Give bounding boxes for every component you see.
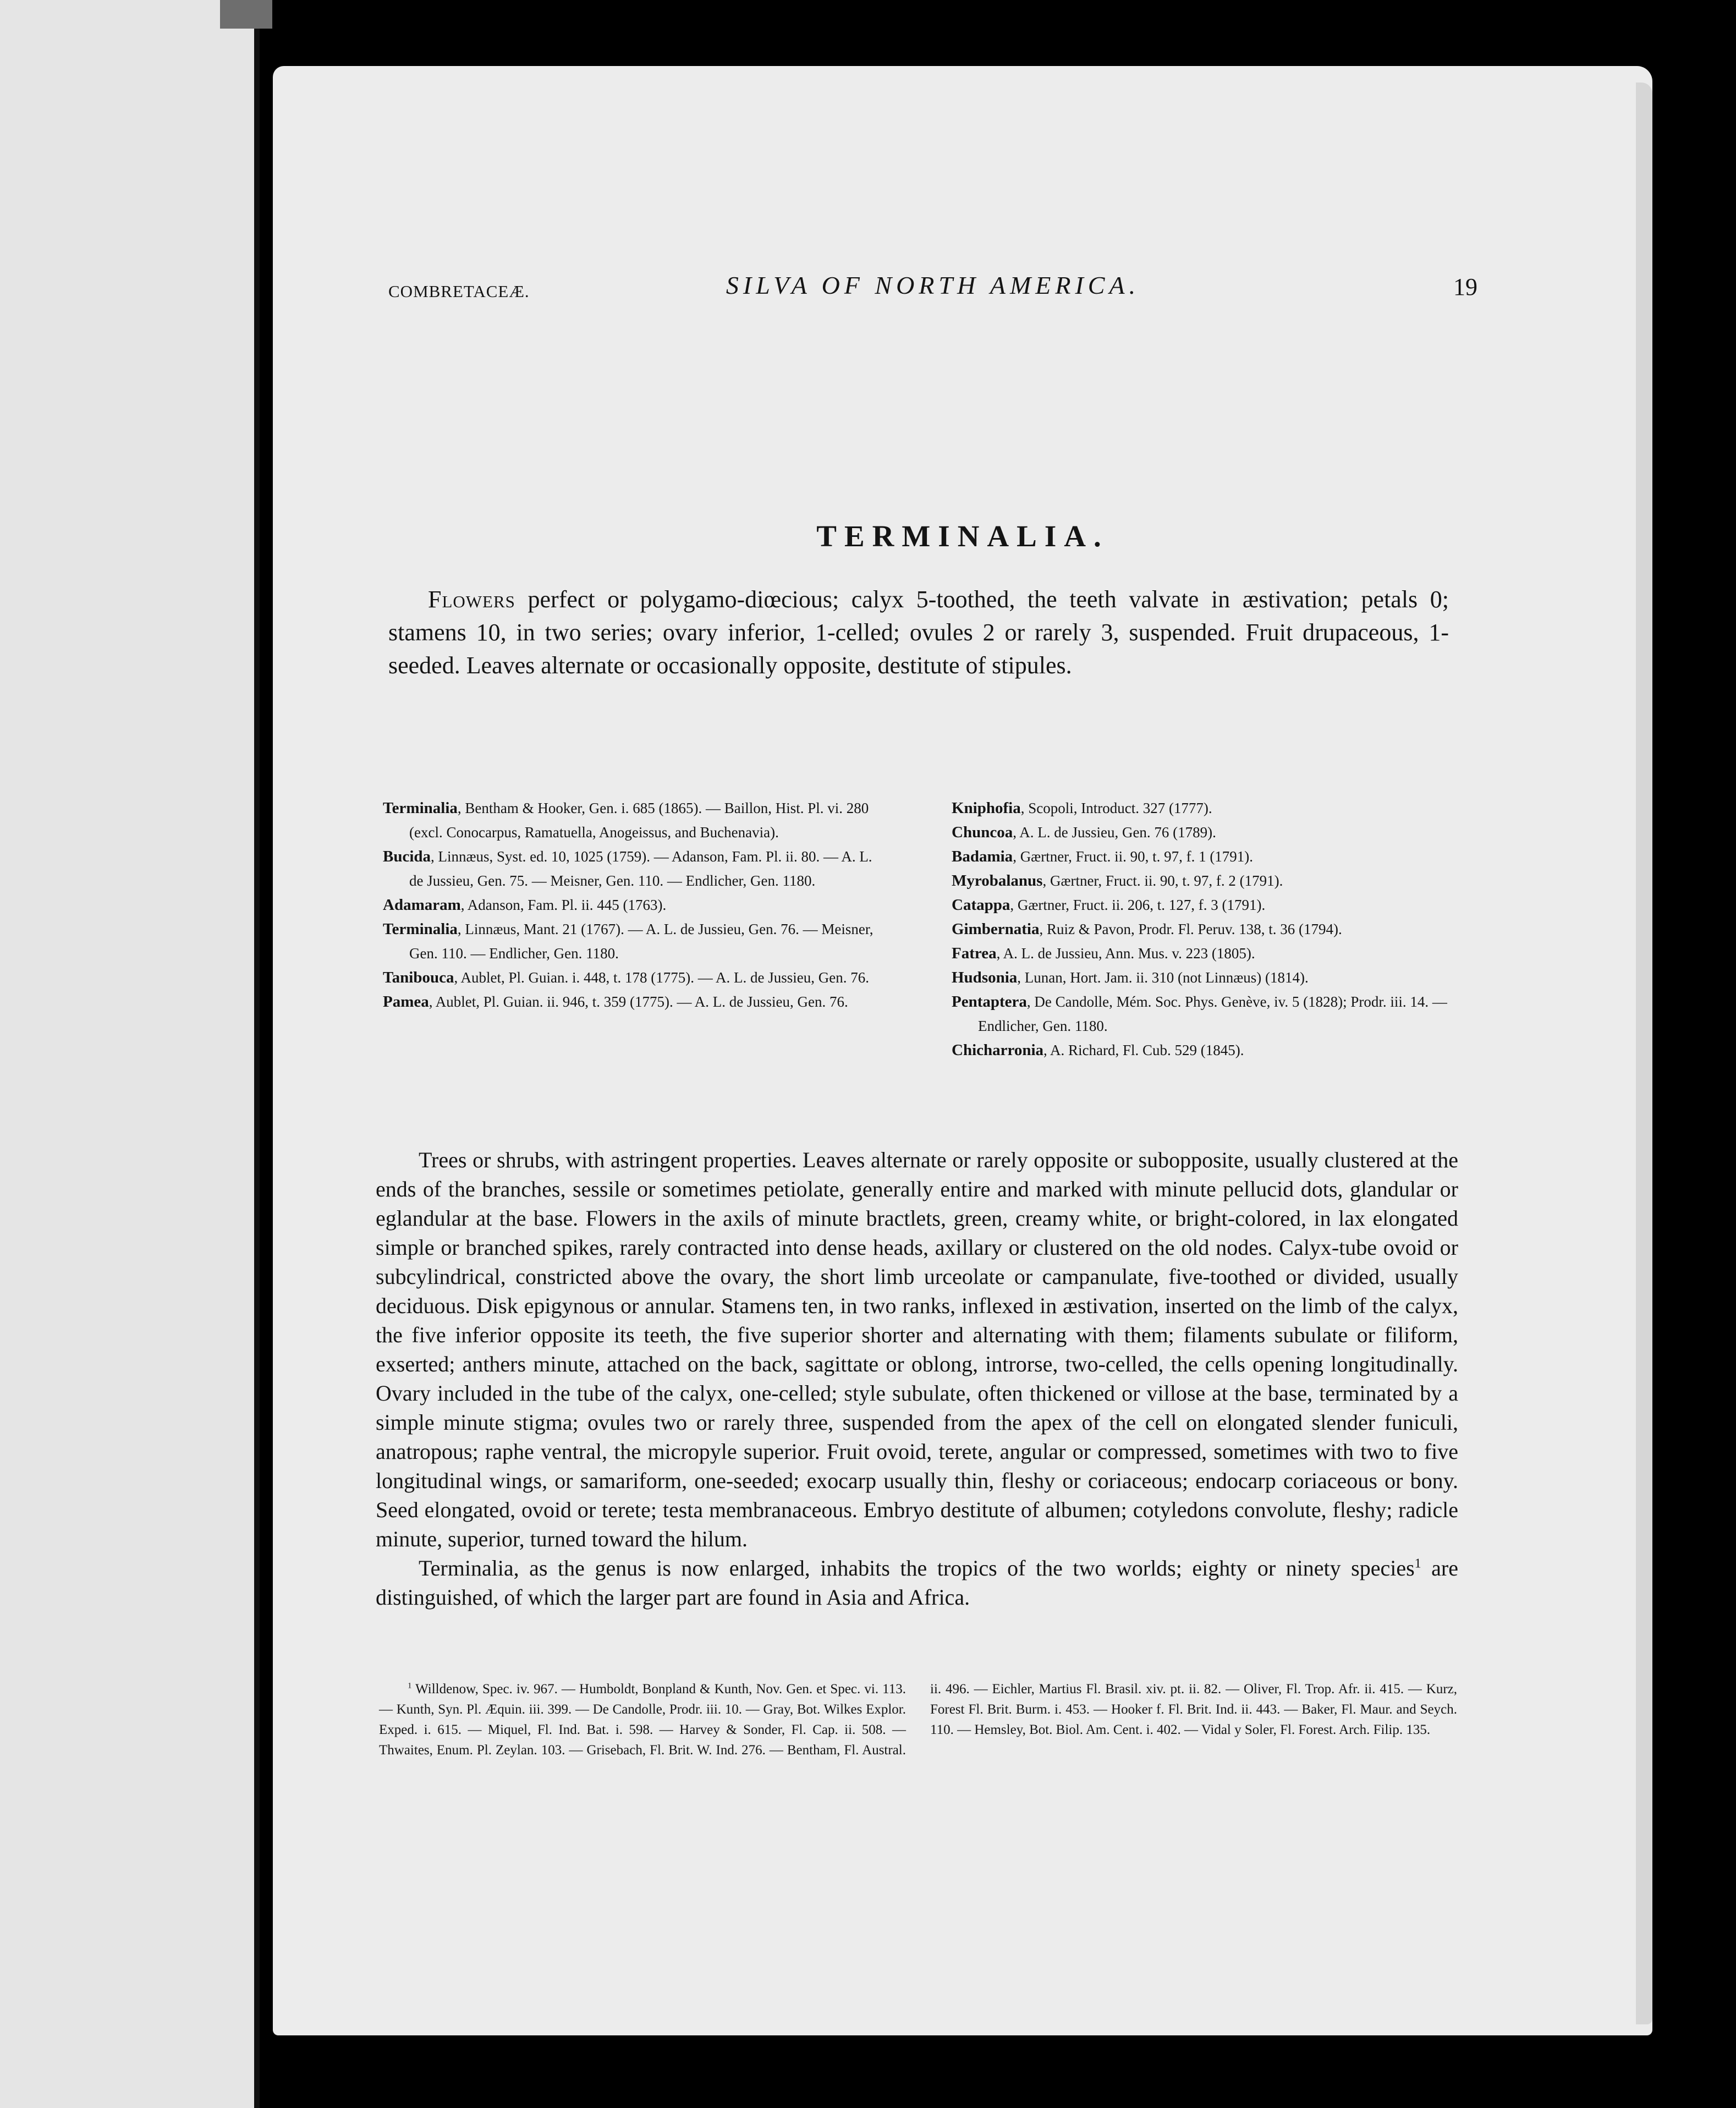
synonym-citation: , Aublet, Pl. Guian. i. 448, t. 178 (1775). — A. L. de Jussieu, Gen. 76.	[454, 969, 869, 986]
footnote-number: 1	[408, 1681, 412, 1690]
synonym-citation: , Bentham & Hooker, Gen. i. 685 (1865). — Baillon, Hist. Pl. vi. 280 (excl. Conocarpus, Ramatuella, Anogeissus, and Buchenavia).	[409, 800, 869, 841]
synonym-entry	[383, 917, 887, 965]
genus-description	[376, 1145, 1458, 1612]
synonym-entry	[952, 820, 1455, 844]
synonym-name: Chuncoa	[952, 824, 1013, 841]
synonym-entry	[952, 1038, 1455, 1062]
synonymy-right-column	[952, 796, 1455, 1062]
synonym-name: Bucida	[383, 848, 431, 865]
synonym-name: Kniphofia	[952, 799, 1021, 817]
family-name: COMBRETACEÆ.	[388, 282, 530, 301]
synonym-citation: , Aublet, Pl. Guian. ii. 946, t. 359 (1775). — A. L. de Jussieu, Gen. 76.	[428, 993, 848, 1010]
synonym-entry	[952, 917, 1455, 941]
synonym-name: Myrobalanus	[952, 872, 1043, 890]
synonym-name: Adamaram	[383, 896, 461, 914]
distribution-paragraph	[376, 1553, 1458, 1612]
running-head	[388, 270, 1477, 314]
synonym-entry	[383, 796, 887, 844]
synonym-citation: , Adanson, Fam. Pl. ii. 445 (1763).	[460, 897, 667, 913]
synonymy-left-column	[383, 796, 887, 1062]
synonym-citation: , De Candolle, Mém. Soc. Phys. Genève, iv. 5 (1828); Prodr. iii. 14. — Endlicher, Gen. 1180.	[978, 993, 1447, 1034]
synonym-entry	[383, 965, 887, 990]
synonym-citation: , Linnæus, Syst. ed. 10, 1025 (1759). — Adanson, Fam. Pl. ii. 80. — A. L. de Jussieu, Gen. 75. — Meisner, Gen. 110. — Endlicher, Gen. 1180.	[409, 848, 872, 889]
synonym-entry	[952, 941, 1455, 965]
previous-page-corner	[220, 0, 272, 29]
synonym-entry	[383, 990, 887, 1014]
synonym-citation: , Gærtner, Fruct. ii. 90, t. 97, f. 1 (1791).	[1013, 848, 1254, 865]
description-paragraph: Trees or shrubs, with astringent properties. Leaves alternate or rarely opposite or subopposite, usually clustered at the ends of the branches, sessile or sometimes petiolate, generally entire and marked with minute pellucid dots, glandular or eglandular at the base. Flowers in the axils of minute bractlets, green, creamy white, or bright-colored, in lax elongated simple or branched spikes, rarely contracted into dense heads, axillary or clustered on the old nodes. Calyx-tube ovoid or subcylindrical, constricted above the ovary, the short limb urceolate or campanulate, five-toothed or divided, usually deciduous. Disk epigynous or annular. Stamens ten, in two ranks, inflexed in æstivation, inserted on the limb of the calyx, the five inferior opposite its teeth, the five superior shorter and alternating with them; filaments subulate or filiform, exserted; anthers minute, attached on the back, sagittate or oblong, introrse, two-celled, the cells opening longitudinally. Ovary included in the tube of the calyx, one-celled; style subulate, often thickened or villose at the base, terminated by a simple minute stigma; ovules two or rarely three, suspended from the apex of the cell on elongated slender funiculi, anatropous; raphe ventral, the micropyle superior. Fruit ovoid, terete, angular or compressed, sometimes with two to five longitudinal wings, or samariform, one-seeded; exocarp usually thin, fleshy or coriaceous; endocarp coriaceous or bony. Seed elongated, ovoid or terete; testa membranaceous. Embryo destitute of albumen; cotyledons convolute, fleshy; radicle minute, superior, turned toward the hilum.	[376, 1148, 1458, 1551]
synonym-entry	[383, 844, 887, 893]
synonym-entry	[952, 965, 1455, 990]
synonym-citation: , Gærtner, Fruct. ii. 206, t. 127, f. 3 (1791).	[1010, 897, 1266, 913]
synonym-name: Terminalia	[383, 799, 458, 817]
synonym-name: Terminalia	[383, 920, 458, 938]
synonym-name: Gimbernatia	[952, 920, 1040, 938]
footnote-marker: 1	[1414, 1556, 1421, 1571]
synonym-entry	[952, 796, 1455, 820]
synonym-citation: , A. L. de Jussieu, Ann. Mus. v. 223 (1805).	[996, 945, 1255, 962]
page-edge-shadow	[1636, 83, 1652, 2024]
synonym-entry	[383, 893, 887, 917]
synonym-entry	[952, 869, 1455, 893]
generic-characters	[388, 583, 1449, 682]
previous-page	[0, 0, 260, 2108]
footnote	[379, 1679, 1457, 1760]
synonym-entry	[952, 844, 1455, 869]
distribution-text-start: Terminalia, as the genus is now enlarged, inhabits the tropics of the two worlds; eighty or ninety species	[419, 1556, 1415, 1580]
synonym-name: Badamia	[952, 848, 1013, 865]
synonym-name: Pentaptera	[952, 993, 1027, 1011]
footnote-text: Willdenow, Spec. iv. 967. — Humboldt, Bonpland & Kunth, Nov. Gen. et Spec. vi. 113. — Kunth, Syn. Pl. Æquin. iii. 399. — De Candolle, Prodr. iii. 10. — Gray, Bot. Wilkes Explor. Exped. i. 615. — Miquel, Fl. Ind. Bat. i. 598. — Harvey & Sonder, Fl. Cap. ii. 508. — Thwaites, Enum. Pl. Zeylan. 103. — Grisebach, Fl. Brit. W. Ind. 276. — Bentham, Fl. Austral. ii. 496. — Eichler, Martius Fl. Brasil. xiv. pt. ii. 82. — Oliver, Fl. Trop. Afr. ii. 415. — Kurz, Forest Fl. Brit. Burm. i. 453. — Hooker f. Fl. Brit. Ind. ii. 443. — Baker, Fl. Maur. and Seych. 110. — Hemsley, Bot. Biol. Am. Cent. i. 402. — Vidal y Soler, Fl. Forest. Arch. Filip. 135.	[379, 1682, 1457, 1758]
page-number: 19	[1453, 273, 1477, 300]
synonym-citation: , Gærtner, Fruct. ii. 90, t. 97, f. 2 (1791).	[1042, 872, 1283, 889]
synonym-name: Pamea	[383, 993, 429, 1011]
synonym-entry	[952, 893, 1455, 917]
distribution-text-end: are distinguished, of which the larger part are found in Asia and Africa.	[376, 1556, 1459, 1610]
synonym-entry	[952, 990, 1455, 1038]
book-page	[273, 66, 1652, 2035]
synonym-citation: , Linnæus, Mant. 21 (1767). — A. L. de Jussieu, Gen. 76. — Meisner, Gen. 110. — Endlicher, Gen. 1180.	[409, 921, 874, 962]
characters-lead: Flowers	[428, 586, 515, 613]
book-title: SILVA OF NORTH AMERICA.	[726, 271, 1140, 299]
synonym-citation: , Lunan, Hort. Jam. ii. 310 (not Linnæus) (1814).	[1017, 969, 1309, 986]
synonym-name: Fatrea	[952, 945, 997, 962]
characters-text: perfect or polygamo-diœcious; calyx 5-toothed, the teeth valvate in æstivation; petals 0; stamens 10, in two series; ovary inferior, 1-celled; ovules 2 or rarely 3, suspended. Fruit drupaceous, 1-seeded. Leaves alternate or occasionally opposite, destitute of stipules.	[388, 586, 1449, 679]
genus-title: TERMINALIA.	[816, 519, 1109, 553]
synonym-name: Hudsonia	[952, 969, 1018, 986]
synonym-name: Catappa	[952, 896, 1010, 914]
synonym-citation: , A. Richard, Fl. Cub. 529 (1845).	[1043, 1042, 1244, 1058]
synonym-citation: , Ruiz & Pavon, Prodr. Fl. Peruv. 138, t. 36 (1794).	[1039, 921, 1342, 937]
synonym-citation: , Scopoli, Introduct. 327 (1777).	[1020, 800, 1212, 816]
synonym-name: Chicharronia	[952, 1041, 1044, 1059]
synonym-name: Tanibouca	[383, 969, 454, 986]
synonymy	[383, 796, 1455, 1062]
synonym-citation: , A. L. de Jussieu, Gen. 76 (1789).	[1013, 824, 1216, 841]
